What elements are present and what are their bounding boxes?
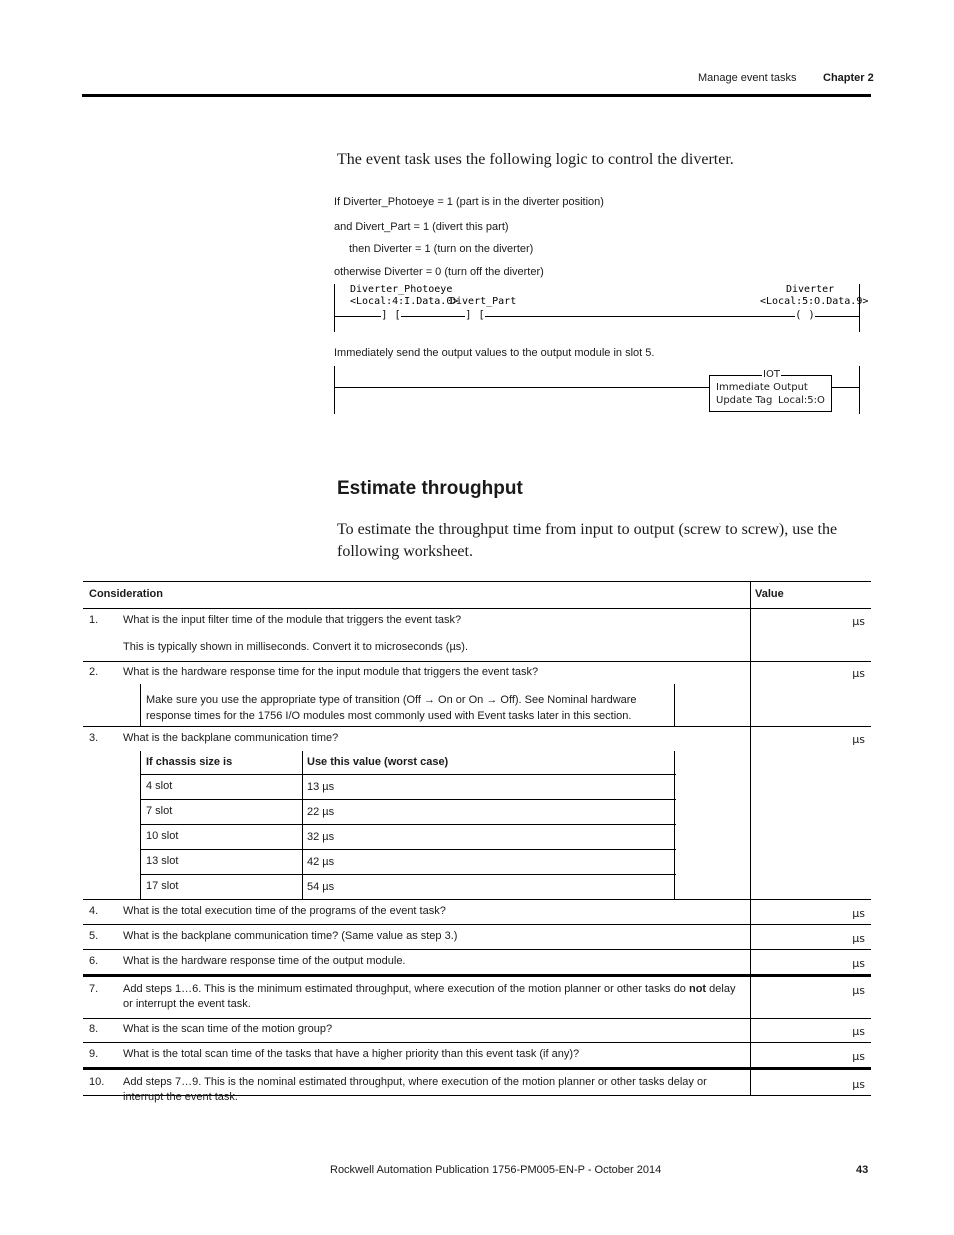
intro-text: The event task uses the following logic to control the diverter.: [337, 151, 734, 168]
row-question: Add steps 7…9. This is the nominal estimated throughput, where execution of the motion planner or other tasks delay or interrupt the event task.: [123, 1076, 707, 1103]
rung2-caption: Immediately send the output values to the output module in slot 5.: [334, 347, 655, 359]
unit-label: µs: [852, 907, 865, 920]
row-number: 8.: [89, 1023, 99, 1035]
right-power-rail: [859, 366, 860, 414]
logic-line-1: If Diverter_Photoeye = 1 (part is in the diverter position): [334, 196, 604, 208]
row-number: 10.: [89, 1076, 105, 1088]
chassis-col-size: If chassis size is: [146, 756, 233, 768]
row-question: What is the hardware response time for the input module that triggers the event task?: [123, 666, 539, 678]
row-question: Add steps 1…6. This is the minimum estimated throughput, where execution of the motion planner or other tasks do not delay or interrupt the event task.: [123, 983, 736, 1010]
iot-instruction-box: [709, 369, 832, 412]
row-question: What is the input filter time of the module that triggers the event task?: [123, 614, 462, 626]
rung-wire: [334, 316, 859, 317]
iot-update-tag-label: Update Tag: [716, 395, 773, 406]
chassis-size-cell: 13 slot: [146, 855, 179, 867]
unit-label: µs: [852, 957, 865, 970]
coil-address: <Local:5:O.Data.9>: [760, 296, 869, 307]
row-number: 1.: [89, 614, 99, 626]
rung-wire: [334, 387, 709, 388]
contact1-address: <Local:4:I.Data.0>: [350, 296, 459, 307]
section-heading: Estimate throughput: [337, 478, 523, 499]
contact1-symbol: ] [: [381, 308, 401, 321]
header-rule: [82, 94, 871, 97]
coil-symbol: ( ): [795, 308, 815, 321]
row-number: 9.: [89, 1048, 99, 1060]
iot-line1: Immediate Output: [716, 382, 808, 393]
row-question: What is the total execution time of the programs of the event task?: [123, 905, 446, 917]
chassis-value-cell: 42 µs: [307, 856, 335, 868]
logic-line-3: then Diverter = 1 (turn on the diverter): [349, 243, 534, 255]
chassis-value-cell: 22 µs: [307, 806, 335, 818]
running-header-chapter: Chapter 2: [823, 72, 874, 84]
unit-label: µs: [852, 733, 865, 746]
logic-line-4: otherwise Diverter = 0 (turn off the diverter): [334, 266, 544, 278]
unit-label: µs: [852, 1078, 865, 1091]
iot-update-tag-value: Local:5:O: [778, 395, 825, 406]
row-question: What is the hardware response time of the output module.: [123, 955, 406, 967]
unit-label: µs: [852, 615, 865, 628]
chassis-col-value: Use this value (worst case): [307, 756, 449, 768]
chassis-value-cell: 13 µs: [307, 781, 335, 793]
logic-line-2: and Divert_Part = 1 (divert this part): [334, 221, 509, 233]
row-question: What is the backplane communication time?: [123, 732, 339, 744]
chassis-size-cell: 10 slot: [146, 830, 179, 842]
unit-label: µs: [852, 667, 865, 680]
row-question: What is the total scan time of the tasks that have a higher priority than this event task (if any)?: [123, 1048, 580, 1060]
row-number: 4.: [89, 905, 99, 917]
note-box: [140, 684, 675, 726]
row-number: 6.: [89, 955, 99, 967]
col-header-consideration: Consideration: [89, 588, 163, 600]
col-header-value: Value: [755, 588, 784, 600]
chassis-value-cell: 54 µs: [307, 881, 335, 893]
unit-label: µs: [852, 1050, 865, 1063]
contact2-symbol: ] [: [465, 308, 485, 321]
row-question: What is the scan time of the motion group?: [123, 1023, 333, 1035]
chassis-table: [140, 751, 675, 900]
section-paragraph: To estimate the throughput time from input to output (screw to screw), use the following worksheet.: [337, 521, 838, 560]
rung-wire: [832, 387, 859, 388]
row-number: 2.: [89, 666, 99, 678]
right-power-rail: [859, 284, 860, 332]
chassis-size-cell: 4 slot: [146, 780, 173, 792]
row-note: This is typically shown in milliseconds. Convert it to microseconds (µs).: [123, 641, 469, 653]
unit-label: µs: [852, 984, 865, 997]
row-number: 5.: [89, 930, 99, 942]
running-header-section: Manage event tasks: [698, 72, 797, 84]
unit-label: µs: [852, 932, 865, 945]
contact2-tag: Divert_Part: [450, 296, 517, 307]
contact1-tag: Diverter_Photoeye: [350, 284, 453, 295]
chassis-size-cell: 7 slot: [146, 805, 173, 817]
chassis-value-cell: 32 µs: [307, 831, 335, 843]
unit-label: µs: [852, 1025, 865, 1038]
footer-publication: Rockwell Automation Publication 1756-PM005-EN-P - October 2014: [330, 1164, 662, 1176]
row-note: Make sure you use the appropriate type of transition (Off → On or On → Off). See Nominal hardware response times for the 1756 I/O modules most commonly used with Event tasks later in this section.: [146, 694, 637, 722]
coil-tag: Diverter: [786, 284, 835, 295]
left-power-rail: [334, 366, 335, 414]
page-number: 43: [856, 1164, 869, 1176]
left-power-rail: [334, 284, 335, 332]
iot-instruction-name: IOT: [763, 369, 780, 380]
row-question: What is the backplane communication time? (Same value as step 3.): [123, 930, 458, 942]
row-number: 3.: [89, 732, 99, 744]
chassis-size-cell: 17 slot: [146, 880, 179, 892]
row-number: 7.: [89, 983, 99, 995]
